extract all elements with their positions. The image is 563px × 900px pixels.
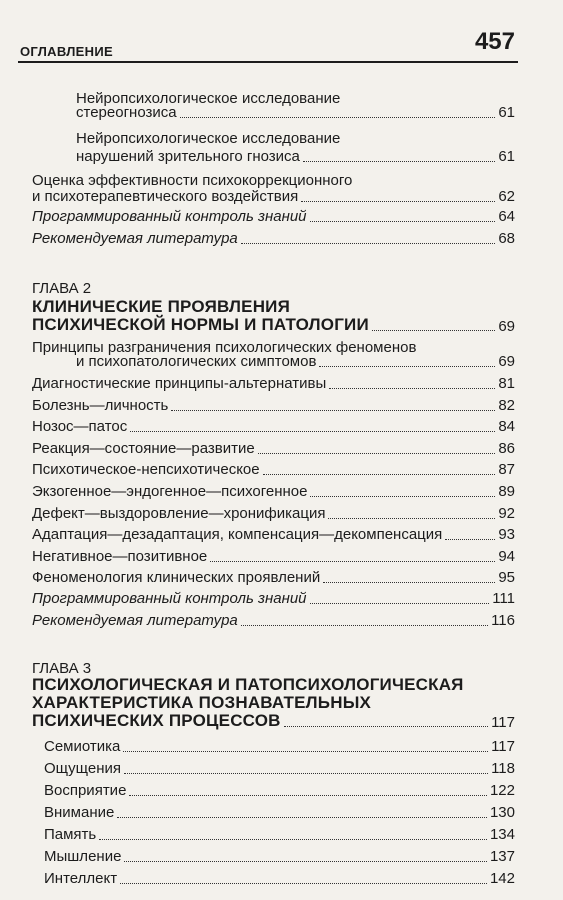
toc-entry-text: нарушений зрительного гнозиса <box>76 148 300 165</box>
dot-leader <box>124 772 488 774</box>
toc-page-number: 69 <box>498 353 515 370</box>
toc-entry-text: Экзогенное—эндогенное—психогенное <box>32 483 308 500</box>
toc-entry[interactable] <box>44 848 515 866</box>
toc-entry-text: Программированный контроль знаний <box>32 590 307 607</box>
toc-entry[interactable] <box>76 104 515 122</box>
dot-leader <box>117 816 487 818</box>
dot-leader <box>241 624 488 626</box>
toc-entry[interactable] <box>76 148 515 166</box>
chapter-title: ПСИХИЧЕСКОЙ НОРМЫ И ПАТОЛОГИИ <box>32 315 369 334</box>
chapter-label: ГЛАВА 2 <box>32 280 92 297</box>
toc-page-number: 81 <box>498 375 515 392</box>
toc-entry-text: Рекомендуемая литература <box>32 230 238 247</box>
dot-leader <box>120 882 487 884</box>
toc-page-number: 116 <box>491 612 515 629</box>
toc-entry-text: и психотерапевтического воздействия <box>32 188 299 205</box>
toc-entry-text: Диагностические принципы-альтернативы <box>32 375 327 392</box>
toc-entry[interactable] <box>44 804 515 822</box>
toc-page-number: 92 <box>498 505 515 522</box>
dot-leader <box>171 409 495 411</box>
toc-entry-text: Семиотика <box>44 738 121 755</box>
toc-entry[interactable] <box>32 505 515 523</box>
toc-entry[interactable] <box>76 353 515 371</box>
toc-entry[interactable] <box>32 397 515 415</box>
toc-entry[interactable] <box>44 760 515 778</box>
toc-entry-text: и психопатологических симптомов <box>76 353 317 370</box>
toc-entry-text: Болезнь—личность <box>32 397 169 414</box>
toc-entry-text: Восприятие <box>44 782 127 799</box>
toc-entry[interactable] <box>32 375 515 393</box>
dot-leader <box>123 750 488 752</box>
dot-leader <box>301 200 495 202</box>
toc-entry-text: Феноменология клинических проявлений <box>32 569 321 586</box>
toc-entry[interactable] <box>32 418 515 436</box>
toc-entry-text: стереогнозиса <box>76 104 177 121</box>
dot-leader <box>372 329 495 331</box>
dot-leader <box>129 794 487 796</box>
chapter-title-entry[interactable] <box>32 314 515 336</box>
toc-entry-text: Мышление <box>44 848 122 865</box>
toc-page-number: 117 <box>491 738 515 755</box>
toc-entry[interactable] <box>44 738 515 756</box>
toc-entry-text: Негативное—позитивное <box>32 548 208 565</box>
chapter-label: ГЛАВА 3 <box>32 660 92 677</box>
toc-entry-text: Реакция—состояние—развитие <box>32 440 255 457</box>
toc-entry-text: Адаптация—дезадаптация, компенсация—декомпенсация <box>32 526 443 543</box>
toc-entry[interactable] <box>44 782 515 800</box>
toc-entry-text: Нейропсихологическое исследование <box>76 90 341 107</box>
toc-entry-text: Оценка эффективности психокоррекционного <box>32 172 353 189</box>
toc-page-number: 87 <box>498 461 515 478</box>
toc-entry-text: Принципы разграничения психологических феноменов <box>32 339 417 356</box>
toc-entry[interactable] <box>32 590 515 608</box>
toc-entry-text: Ощущения <box>44 760 121 777</box>
toc-entry[interactable] <box>32 548 515 566</box>
toc-page-number: 111 <box>492 590 515 607</box>
toc-entry[interactable] <box>44 826 515 844</box>
toc-entry-text: Дефект—выздоровление—хронификация <box>32 505 326 522</box>
header-rule <box>18 61 518 63</box>
toc-entry[interactable] <box>32 569 515 587</box>
toc-entry-text: Программированный контроль знаний <box>32 208 307 225</box>
page-number: 457 <box>474 28 515 55</box>
toc-entry-text: Память <box>44 826 97 843</box>
toc-entry[interactable] <box>32 483 515 501</box>
dot-leader <box>258 452 496 454</box>
chapter-title: ПСИХОЛОГИЧЕСКАЯ И ПАТОПСИХОЛОГИЧЕСКАЯ <box>32 675 464 694</box>
dot-leader <box>328 517 495 519</box>
toc-entry-text: Рекомендуемая литература <box>32 612 238 629</box>
toc-page-number: 69 <box>498 318 515 335</box>
toc-page-number: 142 <box>489 870 515 887</box>
toc-page-number: 86 <box>498 440 515 457</box>
dot-leader <box>124 860 487 862</box>
dot-leader <box>310 495 495 497</box>
dot-leader <box>319 365 495 367</box>
toc-page-number: 122 <box>489 782 515 799</box>
toc-page-number: 137 <box>489 848 515 865</box>
dot-leader <box>130 430 495 432</box>
toc-page-number: 94 <box>498 548 515 565</box>
section-header: ОГЛАВЛЕНИЕ <box>20 44 113 59</box>
toc-entry[interactable] <box>44 870 515 888</box>
dot-leader <box>329 387 495 389</box>
toc-entry[interactable] <box>32 612 515 630</box>
toc-page-number: 130 <box>489 804 515 821</box>
toc-entry-text: Интеллект <box>44 870 118 887</box>
dot-leader <box>303 160 495 162</box>
toc-entry-text: Внимание <box>44 804 115 821</box>
toc-page-number: 64 <box>498 208 515 225</box>
toc-page-number: 89 <box>498 483 515 500</box>
toc-page-number: 62 <box>498 188 515 205</box>
toc-page-number: 117 <box>491 714 515 731</box>
dot-leader <box>210 560 495 562</box>
toc-page-number: 61 <box>498 104 515 121</box>
dot-leader <box>284 725 488 727</box>
toc-page-number: 68 <box>498 230 515 247</box>
dot-leader <box>99 838 487 840</box>
toc-page-number: 93 <box>498 526 515 543</box>
toc-entry[interactable] <box>32 230 515 248</box>
toc-page-number: 84 <box>498 418 515 435</box>
dot-leader <box>263 473 496 475</box>
dot-leader <box>180 116 496 118</box>
toc-entry-text: Нейропсихологическое исследование <box>76 130 341 147</box>
dot-leader <box>310 220 496 222</box>
toc-page-number: 134 <box>489 826 515 843</box>
dot-leader <box>323 581 495 583</box>
chapter-title: ПСИХИЧЕСКИХ ПРОЦЕССОВ <box>32 711 281 730</box>
dot-leader <box>310 602 490 604</box>
toc-entry[interactable] <box>32 208 515 226</box>
chapter-title: ХАРАКТЕРИСТИКА ПОЗНАВАТЕЛЬНЫХ <box>32 693 372 712</box>
dot-leader <box>445 538 495 540</box>
toc-page-number: 95 <box>498 569 515 586</box>
chapter-title-entry[interactable] <box>32 710 515 732</box>
toc-entry[interactable] <box>32 440 515 458</box>
toc-entry-text: Психотическое-непсихотическое <box>32 461 260 478</box>
toc-entry[interactable] <box>32 461 515 479</box>
toc-entry[interactable] <box>32 526 515 544</box>
dot-leader <box>241 242 496 244</box>
chapter-title: КЛИНИЧЕСКИЕ ПРОЯВЛЕНИЯ <box>32 297 291 316</box>
toc-entry-text: Нозос—патос <box>32 418 128 435</box>
toc-entry[interactable] <box>32 188 515 206</box>
toc-page-number: 118 <box>491 760 515 777</box>
toc-page-number: 61 <box>498 148 515 165</box>
toc-page-number: 82 <box>498 397 515 414</box>
